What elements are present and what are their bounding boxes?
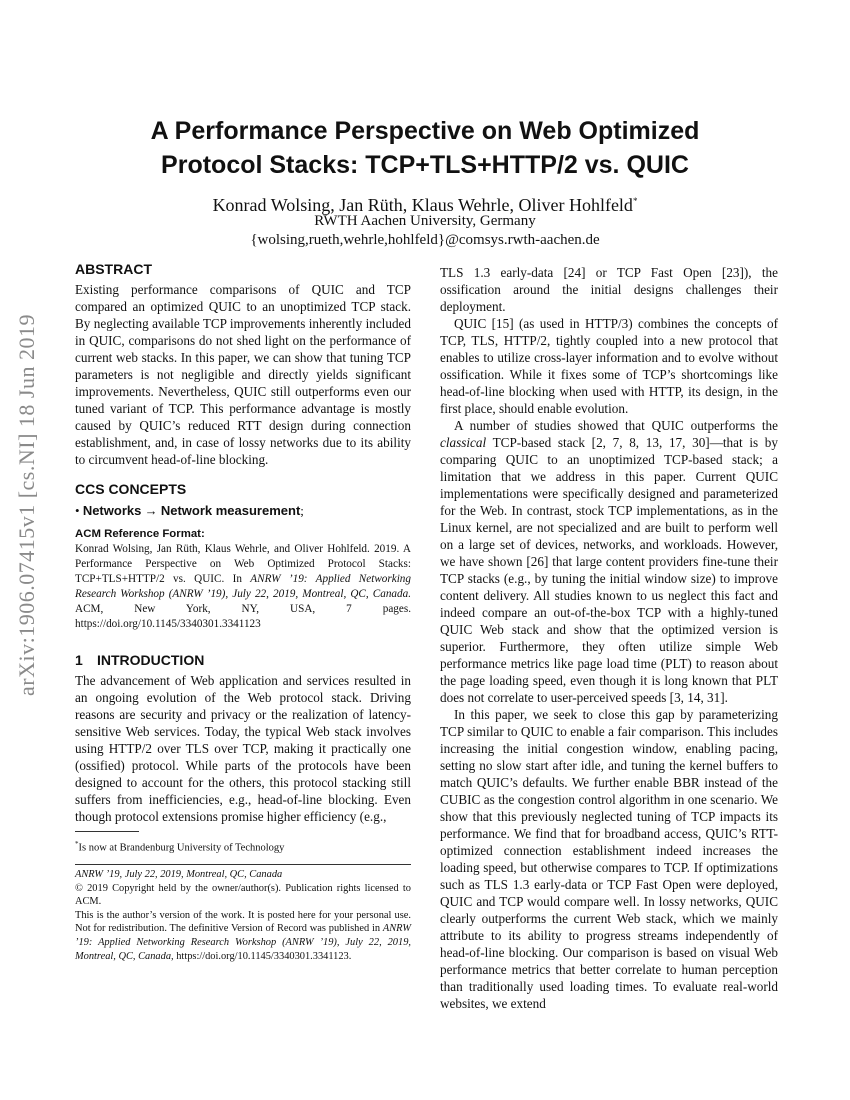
ccs-arrow: →	[144, 503, 158, 518]
title-line-1: A Performance Perspective on Web Optimized	[150, 117, 700, 145]
acm-reference-tail: ACM, New York, NY, USA, 7 pages. https://doi.org/10.1145/3340301.3341123	[75, 603, 411, 630]
acm-reference-heading: ACM Reference Format:	[75, 528, 205, 540]
abstract-text: Existing performance comparisons of QUIC and TCP compared an optimized QUIC to an unoptimized TCP stack. By neglecting available TCP improvements inherently included in QUIC, comparisons do not shed light on the performance of current web stacks. In this paper, we can show that tuning TCP parameters is not negligible and directly yields significant improvements. Nevertheless, QUIC still outperforms even our tuned variant of TCP. This performance advantage is mostly caused by QUIC’s reduced RTT design during connection establishment, and, in case of lossy networks due to its ability to circumvent head-of-line blocking.	[75, 282, 411, 467]
ccs-tail: ;	[300, 503, 304, 518]
intro-continuation: TLS 1.3 early-data [24] or TCP Fast Open [23]), the ossification around the initial designs challenges their deployment.	[440, 265, 778, 314]
ccs-bullet: •	[75, 503, 80, 518]
ccs-heading: CCS CONCEPTS	[75, 481, 187, 497]
footnote-text: Is now at Brandenburg University of Technology	[78, 842, 285, 854]
intro-paragraph-2: QUIC [15] (as used in HTTP/3) combines the concepts of TCP, TLS, HTTP/2, tightly coupled into a new protocol that enables to utilize cross-layer information and to evolve without ossification. While it fixes some of TCP’s shortcomings like head-of-line blocking when used with HTTP, its design, in the first place, should enable evolution.	[440, 316, 778, 416]
ccs-item-networks: Networks	[82, 503, 142, 518]
ccs-concepts	[75, 502, 415, 519]
author-footnote-mark: *	[632, 196, 638, 206]
intro-heading	[75, 651, 204, 669]
arxiv-stamp	[4, 290, 50, 720]
permission-copyright: © 2019 Copyright held by the owner/author(s). Publication rights licensed to ACM.	[75, 882, 411, 908]
intro-title: INTRODUCTION	[97, 652, 205, 668]
paper-title	[80, 114, 770, 182]
title-line-2: Protocol Stacks: TCP+TLS+HTTP/2 vs. QUIC	[161, 151, 689, 179]
footnote-mark: *	[75, 840, 79, 848]
permission-divider	[75, 864, 411, 865]
acm-reference-venue: ANRW ’19: Applied Networking Research Workshop (ANRW ’19), July 22, 2019, Montreal, QC, Canada.	[75, 573, 411, 600]
footnote-divider	[75, 831, 139, 832]
arxiv-stamp-text: arXiv:1906.07415v1 [cs.NI] 18 Jun 2019	[14, 314, 39, 696]
abstract-heading: ABSTRACT	[75, 261, 152, 277]
permission-block	[75, 868, 411, 963]
ccs-item-measurement: Network measurement	[160, 503, 301, 518]
intro-paragraph-1: The advancement of Web application and services resulted in an ongoing evolution of the Web protocol stack. Driving reasons are security and privacy or the realization of latency-sensitive Web services. Today, the typical Web stack involves using HTTP/2 over TLS over TCP, making it practically one (ossified) protocol. While parts of the protocols have been designed to account for the others, this protocol stacking still suffers from inefficiencies, e.g., head-of-line blocking. Even though protocol extensions promise higher efficiency (e.g.,	[75, 673, 411, 824]
intro-number: 1	[75, 652, 83, 668]
author-names: Konrad Wolsing, Jan Rüth, Klaus Wehrle, Oliver Hohlfeld	[212, 195, 633, 215]
intro-left-column	[75, 672, 411, 825]
acm-reference-format	[75, 527, 411, 632]
right-column	[440, 264, 778, 1012]
author-footnote	[75, 837, 411, 856]
author-emails: {wolsing,rueth,wehrle,hohlfeld}@comsys.rwth-aachen.de	[250, 232, 600, 248]
abstract-body	[75, 281, 411, 468]
affiliation: RWTH Aachen University, Germany	[314, 213, 536, 229]
permission-venue: ANRW ’19, July 22, 2019, Montreal, QC, Canada	[75, 869, 283, 880]
acm-reference-lead: Konrad Wolsing, Jan Rüth, Klaus Wehrle, and Oliver Hohlfeld. 2019. A Performance Perspective on Web Optimized Protocol Stacks: TCP+TLS+HTTP/2 vs. QUIC. In	[75, 543, 411, 585]
intro-paragraph-4: In this paper, we seek to close this gap by parameterizing TCP similar to QUIC to enable a fair comparison. This includes increasing the initial congestion window, enabling pacing, setting no slow start after idle, and tuning the kernel buffers to match QUIC’s defaults. We further enable BBR instead of the CUBIC as the congestion control algorithm in one scenario. We show that this previously neglected tuning of TCP impacts its performance. We find that for broadband access, QUIC’s RTT-optimized connection establishment indeed increases the loading speed, but otherwise compares to TCP. If optimizations such as TLS 1.3 early-data or TCP Fast Open were deployed, QUIC and TCP would compare well. In lossy networks, QUIC clearly outperforms the current Web stack, which we mainly attribute to its ability to progress streams independently of head-of-line blocking. Our comparison is based on visual Web performance metrics that better correlate to human perception than traditionally used loading times. To evaluate real-world websites, we extend	[440, 707, 778, 1011]
permission-version: This is the author’s version of the work. It is posted here for your personal use. Not for redistribution. The definitive Version of Record was published in ANRW ’19: Applied Networking Research Workshop (ANRW ’19), July 22, 2019, Montreal, QC, Canada, https://doi.org/10.1145/3340301.3341123.	[75, 909, 411, 962]
intro-paragraph-3: A number of studies showed that QUIC outperforms the classical TCP-based stack [2, 7, 8, 13, 17, 30]—that is by comparing QUIC to an unoptimized TCP-based stack; a limitation that we address in this paper. Current QUIC implementations were specifically designed and parameterized for the Web. In contrast, stock TCP implementations, as in the Linux kernel, are not specialized and are built to perform well on a large set of devices, networks, and workloads. However, we have shown [26] that large content providers fine-tune their TCP stacks (e.g., by tuning the initial window size) to improve content delivery. All studies known to us neglect this fact and indeed compare an out-of-the-box TCP with a highly-tuned QUIC Web stack and show that the optimized version is superior. Furthermore, they often utilize simple Web performance metrics like page load time (PLT) to reason about the page loading speed, even though it is long known that PLT does not correlate to user-perceived speeds [3, 14, 31].	[440, 418, 778, 705]
